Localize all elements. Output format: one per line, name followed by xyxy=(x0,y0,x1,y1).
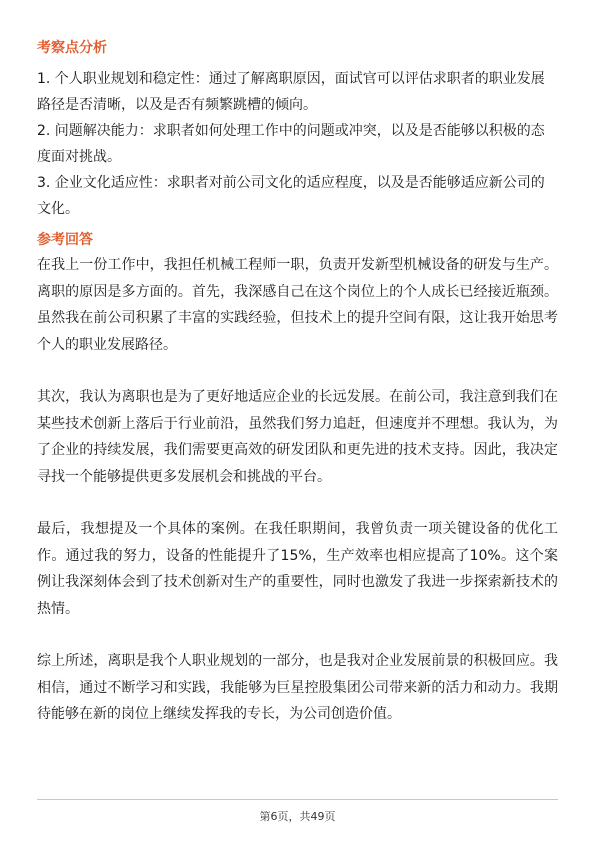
answer-paragraph-3: 最后，我想提及一个具体的案例。在我任职期间，我曾负责一项关键设备的优化工作。通过我的努力，设备的性能提升了15%，生产效率也相应提高了10%。这个案例让我深刻体会到了技术创新对生产的重要性，同时也激发了我进一步探索新技术的热情。 xyxy=(37,521,558,617)
analysis-heading: 考察点分析 xyxy=(37,40,107,56)
footer-divider xyxy=(37,799,558,800)
page-number: 第6页，共49页 xyxy=(259,810,336,823)
answer-paragraph-1: 在我上一份工作中，我担任机械工程师一职，负责开发新型机械设备的研发与生产。离职的原因是多方面的。首先，我深感自己在这个岗位上的个人成长已经接近瓶颈。虽然我在前公司积累了丰富的实践经验，但技术上的提升空间有限，这让我开始思考个人的职业发展路径。 xyxy=(37,257,558,353)
document-page xyxy=(37,38,558,728)
analysis-item-2: 2. 问题解决能力：求职者如何处理工作中的问题或冲突，以及是否能够以积极的态度面对挑战。 xyxy=(37,123,545,165)
analysis-item-3: 3. 企业文化适应性：求职者对前公司文化的适应程度，以及是否能够适应新公司的文化。 xyxy=(37,175,545,217)
answer-paragraph-2: 其次，我认为离职也是为了更好地适应企业的长远发展。在前公司，我注意到我们在某些技术创新上落后于行业前沿，虽然我们努力追赶，但速度并不理想。我认为，为了企业的持续发展，我们需要更高效的研发团队和更先进的技术支持。因此，我决定寻找一个能够提供更多发展机会和挑战的平台。 xyxy=(37,389,558,485)
answer-paragraph-4: 综上所述，离职是我个人职业规划的一部分，也是我对企业发展前景的积极回应。我相信，通过不断学习和实践，我能够为巨星控股集团公司带来新的活力和动力。我期待能够在新的岗位上继续发挥我的专长，为公司创造价值。 xyxy=(37,653,558,722)
analysis-item-1: 1. 个人职业规划和稳定性：通过了解离职原因，面试官可以评估求职者的职业发展路径是否清晰，以及是否有频繁跳槽的倾向。 xyxy=(37,71,545,113)
answer-heading: 参考回答 xyxy=(37,232,93,248)
